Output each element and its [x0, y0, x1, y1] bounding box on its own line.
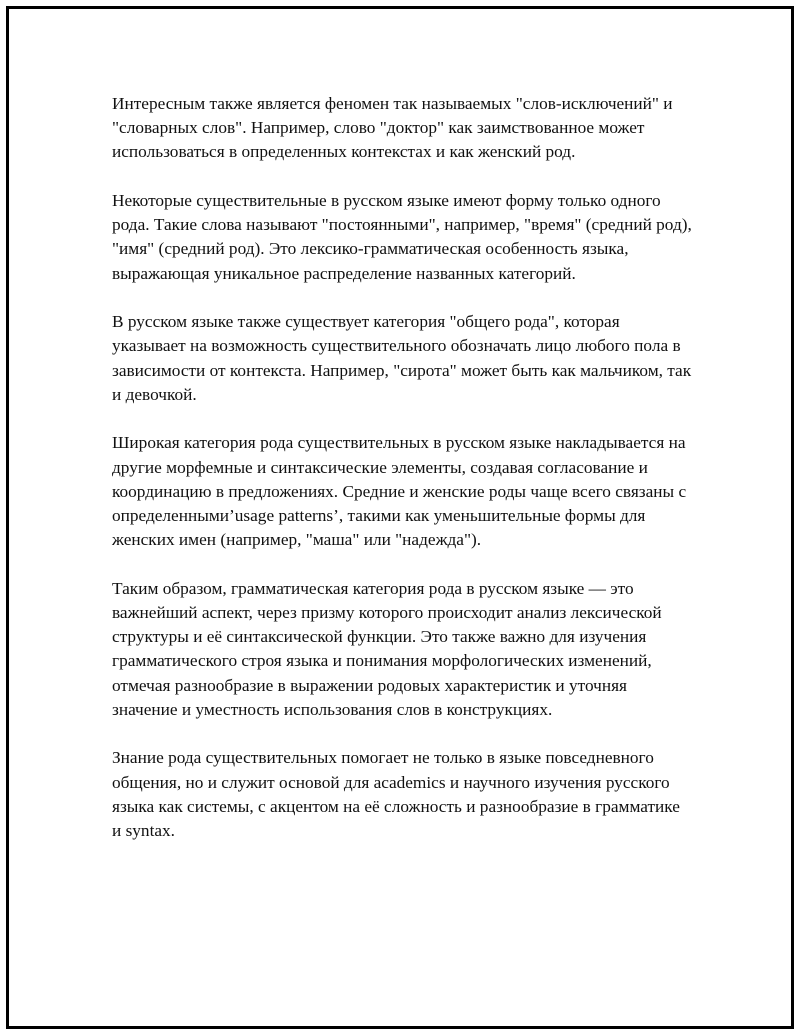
paragraph: Знание рода существительных помогает не только в языке повседневного общения, но и служит основой для academics и научного изучения русского языка как системы, с акцентом на её сложность и разнообразие в грамматике и syntax. [112, 748, 680, 841]
paragraph: Таким образом, грамматическая категория рода в русском языке — это важнейший аспект, через призму которого происходит анализ лексической структуры и её синтаксической функции. Это также важно для изучения грамматического строя языка и понимания морфологических изменений, отмечая разнообразие в выражении родовых характеристик и уточняя значение и уместность использования слов в конструкциях. [112, 578, 662, 719]
paragraph: Некоторые существительные в русском языке имеют форму только одного рода. Такие слова называют "постоянными", например, "время" (средний род), "имя" (средний род). Это лексико-грамматическая особенность языка, выражающая уникальное распределение названных категорий. [112, 191, 692, 283]
paragraph: Широкая категория рода существительных в русском языке накладывается на другие морфемные и синтаксические элементы, создавая согласование и координацию в предложениях. Средние и женские роды чаще всего связаны с определенными’usage patterns’, такими как уменьшительные формы для женских имен (например, "маша" или "надежда"). [112, 433, 687, 550]
paragraph: Интересным также является феномен так называемых "слов-исключений" и "словарных слов". Например, слово "доктор" как заимствованное может использоваться в определенных контекстах и как женский род. [112, 94, 673, 162]
document-body [112, 92, 692, 843]
paragraph: В русском языке также существует категория "общего рода", которая указывает на возможность существительного обозначать лицо любого пола в зависимости от контекста. Например, "сирота" может быть как мальчиком, так и девочкой. [112, 312, 692, 404]
